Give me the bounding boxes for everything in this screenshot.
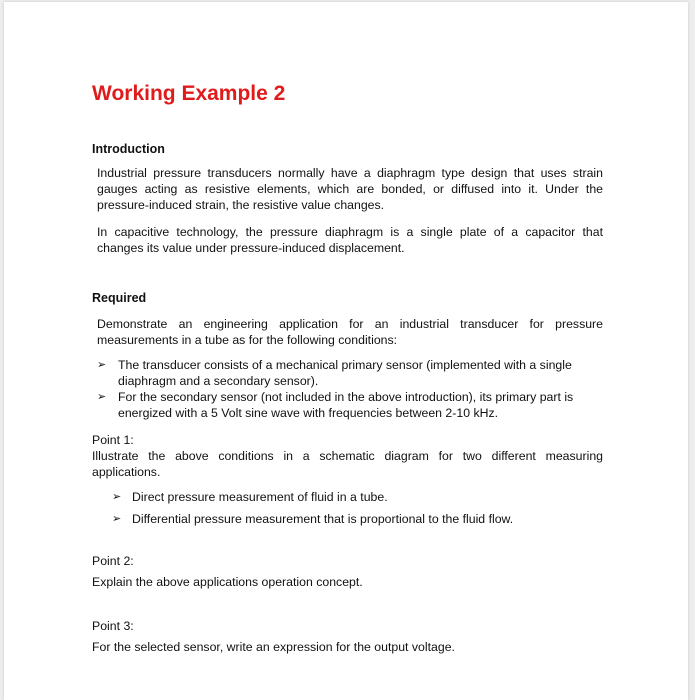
list-item — [97, 389, 604, 421]
point1-label: Point 1: — [92, 433, 134, 447]
required-paragraph: Demonstrate an engineering application for an industrial transducer for pressure measurements in a tube as for the following conditions: — [97, 317, 603, 347]
required-heading: Required — [92, 291, 147, 305]
introduction-paragraph-2: In capacitive technology, the pressure diaphragm is a single plate of a capacitor that changes its value under pressure-induced displacement. — [97, 225, 603, 255]
point3-text: For the selected sensor, write an expression for the output voltage. — [92, 640, 455, 654]
point3-label: Point 3: — [92, 619, 134, 633]
page-title: Working Example 2 — [92, 82, 286, 105]
point1-bullet-text: Direct pressure measurement of fluid in a tube. — [132, 490, 388, 504]
list-item — [112, 511, 602, 527]
required-bullet-list — [97, 357, 604, 421]
arrow-bullet-icon: ➢ — [112, 491, 122, 503]
arrow-bullet-icon: ➢ — [112, 513, 122, 525]
required-bullet-text: The transducer consists of a mechanical primary sensor (implemented with a single diaphragm and a secondary sensor). — [118, 358, 572, 388]
arrow-bullet-icon: ➢ — [97, 391, 107, 403]
introduction-paragraph-1: Industrial pressure transducers normally have a diaphragm type design that uses strain gauges acting as resistive elements, which are bonded, or diffused into it. Under the pressure-induced strain, the resistive value changes. — [97, 166, 603, 212]
required-bullet-text: For the secondary sensor (not included in the above introduction), its primary part is energized with a 5 Volt sine wave with frequencies between 2-10 kHz. — [118, 390, 574, 420]
introduction-heading: Introduction — [92, 142, 165, 156]
point2-text: Explain the above applications operation concept. — [92, 575, 363, 589]
document-page — [4, 2, 688, 700]
list-item — [112, 489, 602, 505]
point2-label: Point 2: — [92, 554, 134, 568]
arrow-bullet-icon: ➢ — [97, 359, 107, 371]
point1-bullet-text: Differential pressure measurement that is proportional to the fluid flow. — [132, 512, 514, 526]
point1-bullet-list — [112, 489, 602, 527]
point1-text: Illustrate the above conditions in a schematic diagram for two different measuring applications. — [92, 449, 603, 479]
list-item — [97, 357, 604, 389]
